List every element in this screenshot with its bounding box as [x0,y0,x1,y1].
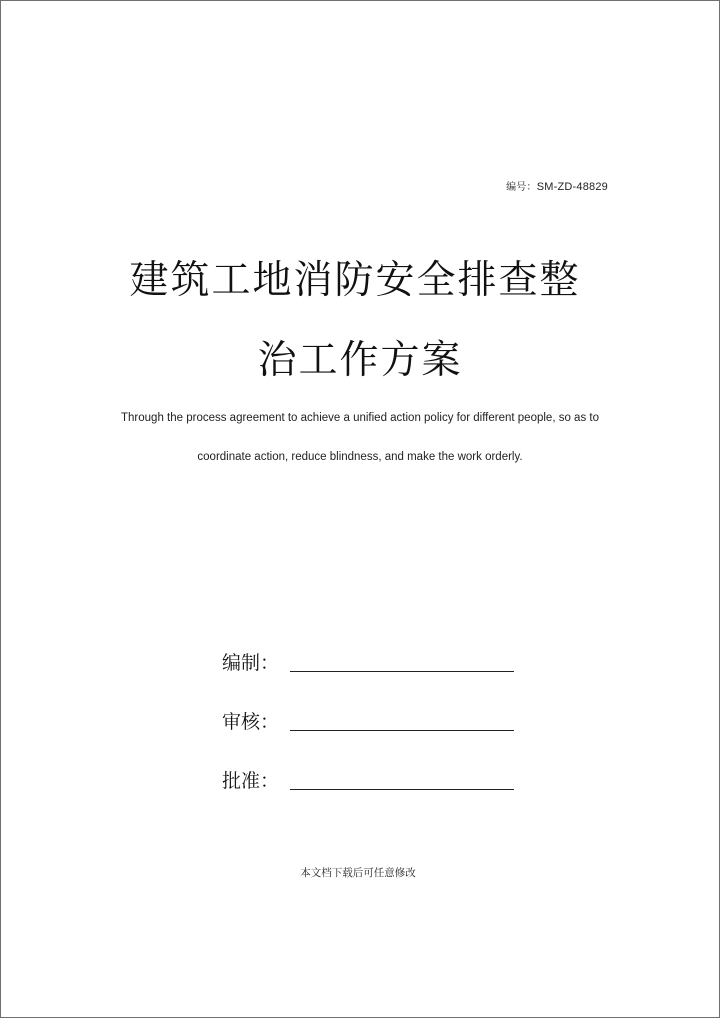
signature-row-compiled [222,645,514,675]
document-title-line-2: 治工作方案 [257,338,463,383]
signature-line-reviewed [290,730,514,731]
subtitle-line-2: coordinate action, reduce blindness, and make the work orderly. [197,451,523,463]
signature-label-approved: 批准： [222,770,280,792]
signature-row-reviewed [222,704,514,734]
footer-note: 本文档下载后可任意修改 [300,867,416,879]
signature-label-reviewed: 审核： [222,711,280,733]
signature-line-compiled [290,671,514,672]
document-code-value: SM-ZD-48829 [536,181,608,193]
document-code [506,178,608,193]
subtitle-line-1: Through the process agreement to achieve a unified action policy for different people, so as to [121,412,599,424]
signature-line-approved [290,789,514,790]
document-code-label: 编号： [506,182,537,193]
signature-row-approved [222,763,514,793]
signature-label-compiled: 编制： [222,652,280,674]
document-title-line-1: 建筑工地消防安全排查整 [129,258,581,303]
